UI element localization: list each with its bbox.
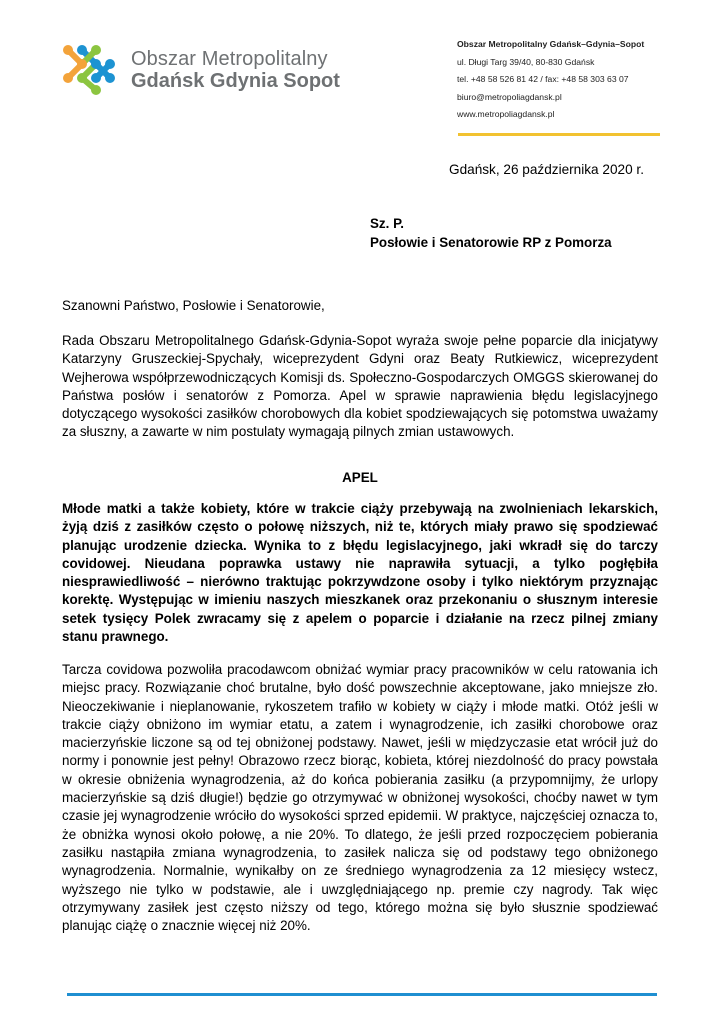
appeal-heading: APEL xyxy=(342,470,378,485)
paragraph-support: Rada Obszaru Metropolitalnego Gdańsk-Gdynia-Sopot wyraża swoje pełne poparcie dla inicjatywy Katarzyny Gruszeckiej-Spychały, wiceprezydent Gdyni oraz Beaty Rutkiewicz, wiceprezydent Wejherowa współprzewodniczących Komisji ds. Społeczno-Gospodarczych OMGGS skierowanej do Państwa posłów i senatorów z Pomorza. Apel w sprawie naprawienia błędu legislacyjnego dotyczącego wysokości zasiłków chorobowych dla kobiet spodziewających się potomstwa uważamy za słuszny, a zawarte w nim postulaty wymagają pilnych zmian ustawowych. xyxy=(62,333,658,440)
contact-divider xyxy=(458,133,660,136)
logo-line-2: Gdańsk Gdynia Sopot xyxy=(131,70,340,92)
contact-address: ul. Długi Targ 39/40, 80-830 Gdańsk xyxy=(457,56,595,67)
addressee-line-1: Sz. P. xyxy=(370,216,404,231)
contact-phone: tel. +48 58 526 81 42 / fax: +48 58 303 63 07 xyxy=(457,74,629,85)
letter-date: Gdańsk, 26 października 2020 r. xyxy=(449,162,644,177)
salutation: Szanowni Państwo, Posłowie i Senatorowie, xyxy=(62,298,325,313)
footer-divider xyxy=(67,993,657,996)
contact-email: biuro@metropoliagdansk.pl xyxy=(457,91,562,102)
contact-organization: Obszar Metropolitalny Gdańsk–Gdynia–Sopot xyxy=(457,39,645,49)
addressee-block xyxy=(370,214,612,252)
paragraph-explanation: Tarcza covidowa pozwoliła pracodawcom obniżać wymiar pracy pracowników w celu ratowania ich miejsc pracy. Rozwiązanie choć brutalne, było dość powszechnie akceptowane, jako mniejsze zło. Nieoczekiwanie i nieplanowanie, rykoszetem trafiło w kobiety w ciąży i młode matki. Otóż jeśli w trakcie ciąży obniżono im wymiar etatu, a zatem i wynagrodzenie, ich zasiłki chorobowe oraz macierzyńskie liczone są od tej obniżonej podstawy. Nawet, jeśli w międzyczasie etat wrócił już do normy i ponownie jest pełny! Obrazowo rzecz biorąc, kobieta, której niezdolność do pracy powstała w okresie obniżenia wynagrodzenia, aż do końca pobierania zasiłku (a przypomnijmy, że urlopy macierzyńskie są dziś długie!) będzie go otrzymywać w obniżonej wysokości, choćby nawet w tym czasie jej wynagrodzenie wróciło do wysokości sprzed epidemii. W praktyce, najczęściej oznacza to, że obniżka wynosi około połowę, a nie 20%. To dlatego, że jeśli przed rozpoczęciem pobierania zasiłku nastąpiła zmiana wynagrodzenia, to zasiłek nalicza się od podstawy tego obniżonego wynagrodzenia. Normalnie, wynikałby on ze średniego wynagrodzenia za 12 miesięcy wstecz, wyższego nie tylko w podstawie, ale i uwzględniającego np. premie czy nagrody. Tak więc otrzymywany zasiłek jest często niższy od tego, którego można się było słusznie spodziewać planując ciążę o znacznie więcej niż 20%. xyxy=(62,662,658,934)
logo-wordmark xyxy=(131,48,340,92)
paragraph-appeal: Młode matki a także kobiety, które w trakcie ciąży przebywają na zwolnieniach lekarskich, żyją dziś z zasiłków często o połowę niższych, niż te, których miały prawo się spodziewać planując urodzenie dziecka. Wynika to z błędu legislacyjnego, jaki wkradł się do tarczy covidowej. Nieudana poprawka ustawy nie naprawiła sytuacji, a tylko pogłębiła niesprawiedliwość – nierówno traktując pokrzywdzone osoby i tylko niektórym przyznając korektę. Występując w imieniu naszych mieszkanek oraz przekonaniu o słusznym interesie setek tysięcy Polek zwracamy się z apelem o poparcie i działanie na rzecz pilnej zmiany stanu prawnego. xyxy=(62,501,658,645)
addressee-line-2: Posłowie i Senatorowie RP z Pomorza xyxy=(370,235,612,250)
contact-website: www.metropoliagdansk.pl xyxy=(457,109,555,120)
contact-block xyxy=(457,36,644,124)
logo-line-1: Obszar Metropolitalny xyxy=(131,48,328,70)
metropolitan-area-logo-icon xyxy=(60,40,124,96)
